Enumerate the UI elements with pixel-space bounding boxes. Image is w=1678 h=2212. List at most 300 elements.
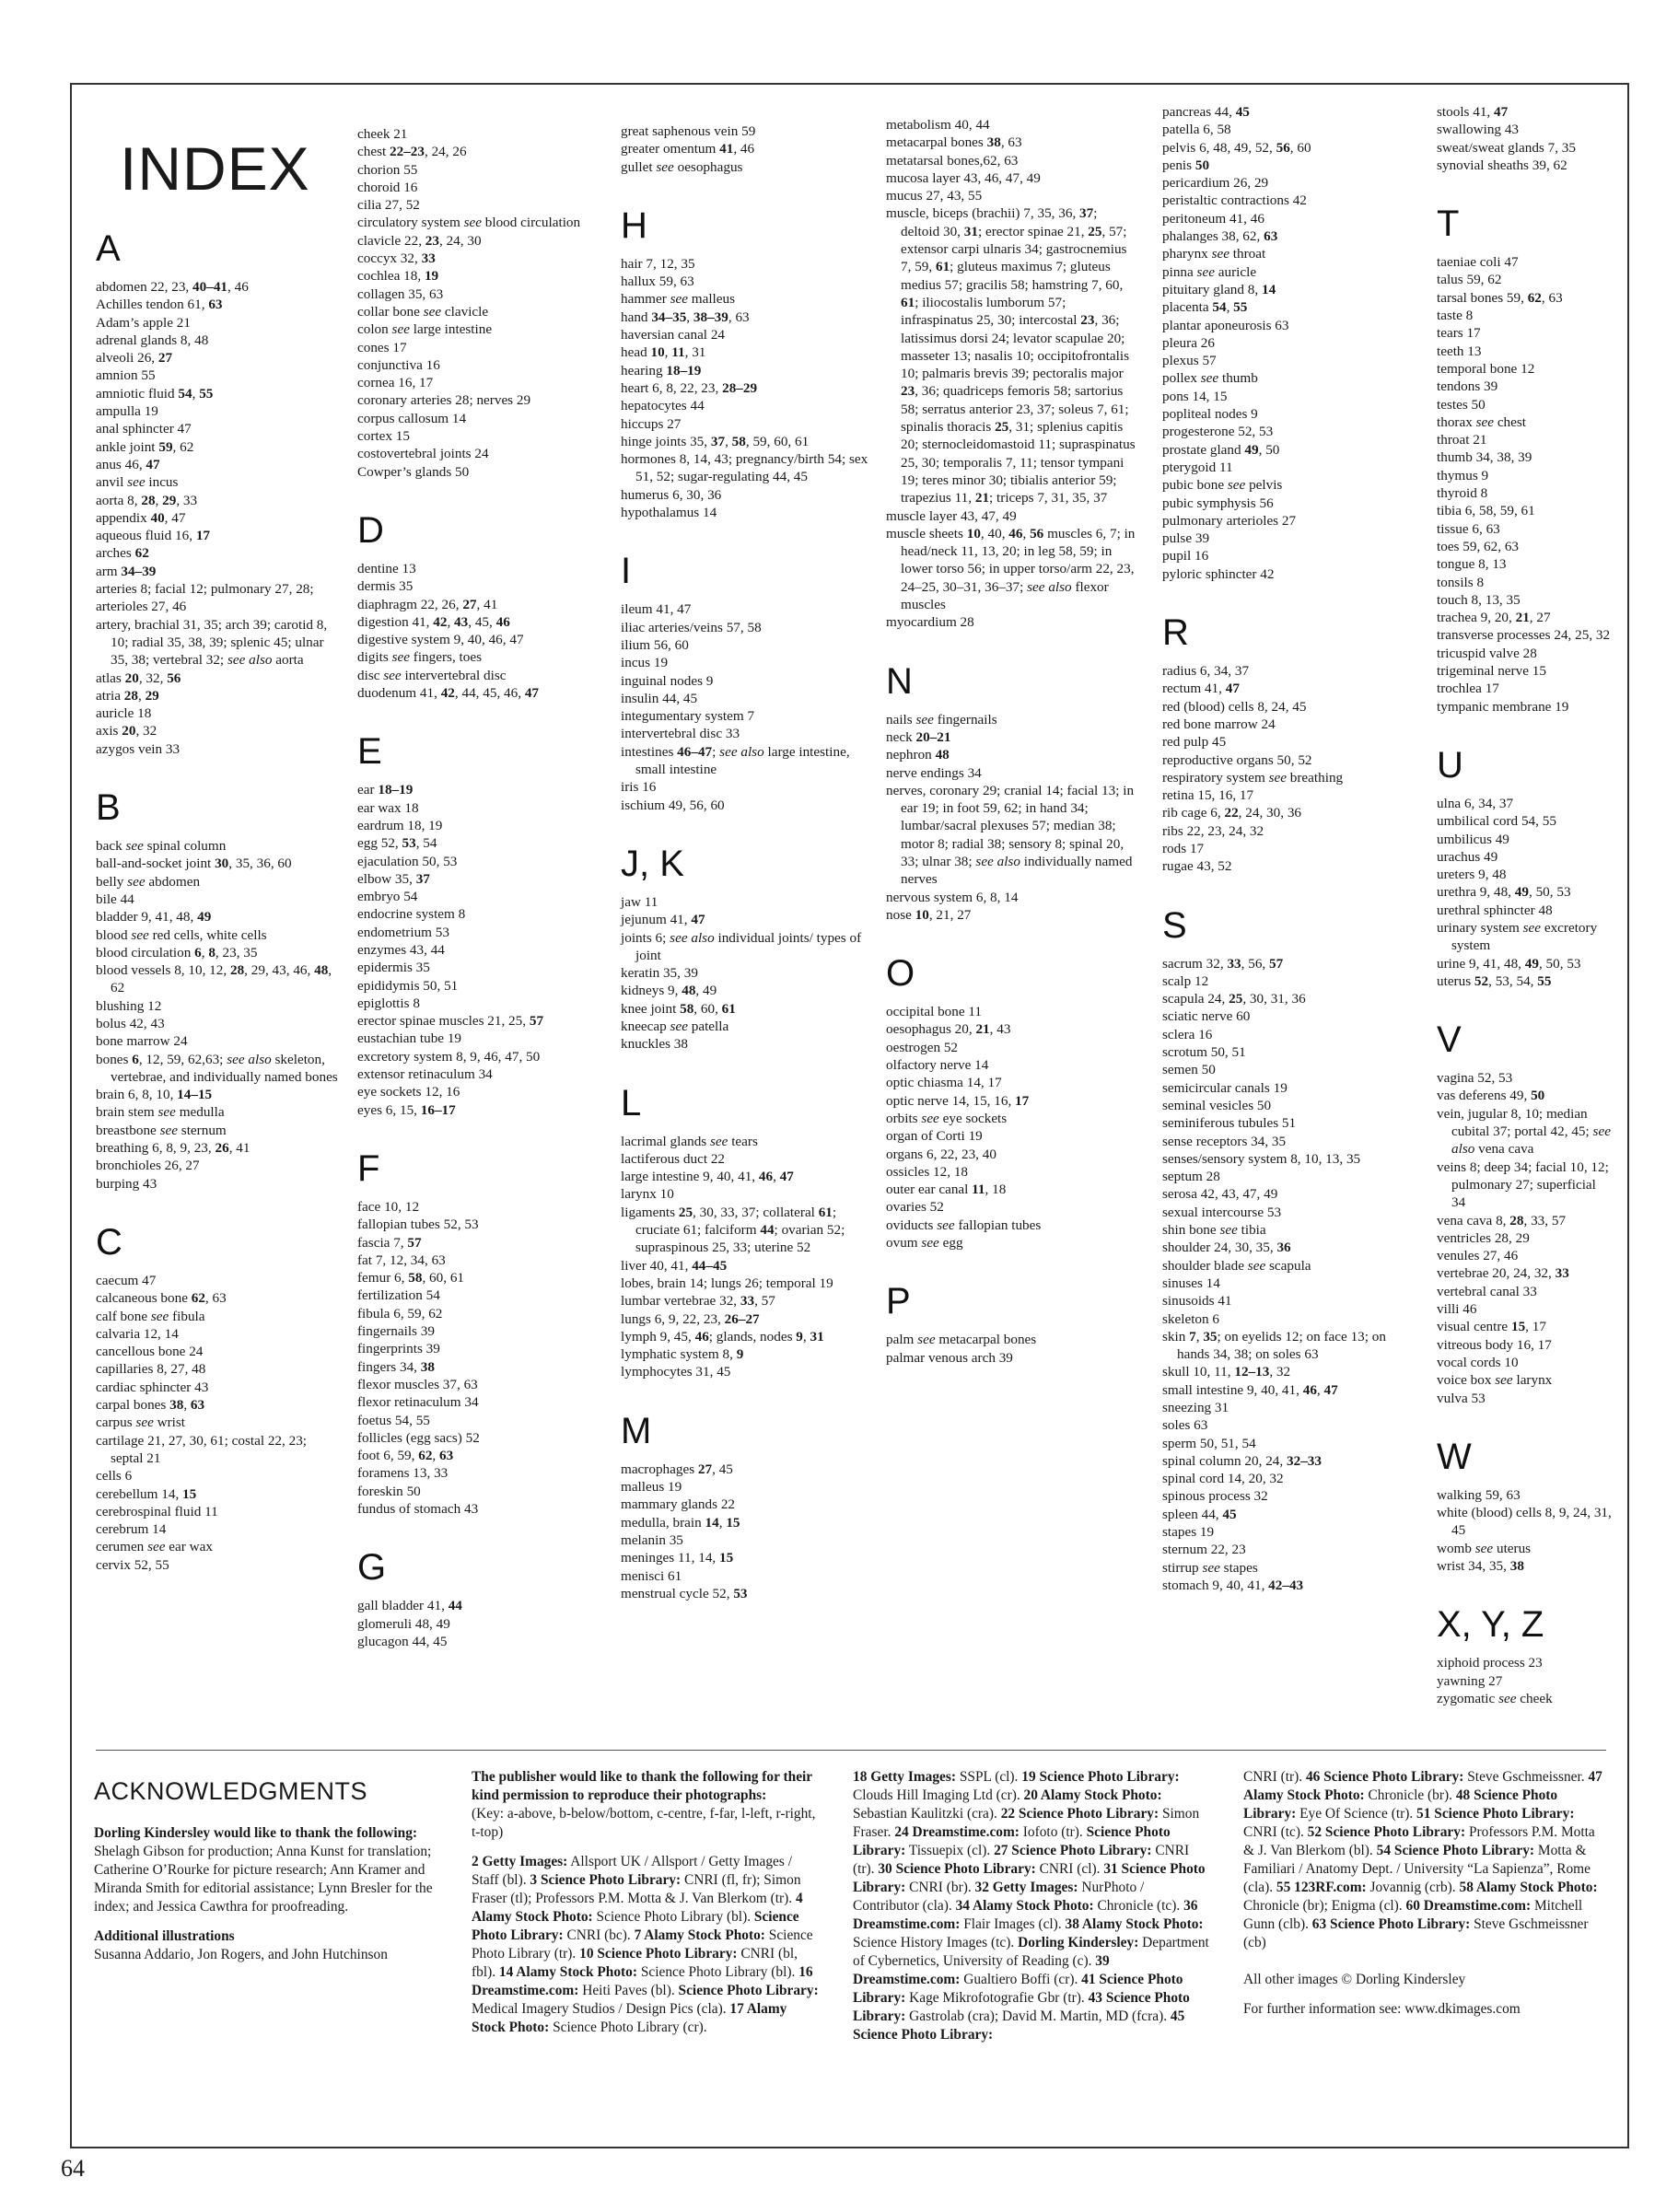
index-entry: semen 50: [1162, 1062, 1216, 1078]
index-entry: foreskin 50: [357, 1483, 421, 1499]
index-letter-heading: V: [1437, 1019, 1462, 1061]
index-entry: keratin 35, 39: [621, 965, 698, 982]
index-entry: pollex see thumb: [1162, 370, 1258, 387]
index-entry: prostate gland 49, 50: [1162, 441, 1280, 458]
index-entry: collagen 35, 63: [357, 285, 444, 302]
index-entry: pituitary gland 8, 14: [1162, 281, 1276, 297]
index-entry: embryo 54: [357, 889, 418, 905]
index-entry: macrophages 27, 45: [621, 1461, 733, 1477]
index-entry: caecum 47: [96, 1272, 157, 1288]
index-entry: fingernails 39: [357, 1323, 435, 1340]
index-entry: knuckles 38: [621, 1036, 688, 1053]
index-entry: ligaments 25, 30, 33, 37; collateral 61; cruciate 61; falciform 44; ovarian 52; supraspinous 25, 33; uterine 52: [621, 1204, 845, 1256]
index-entry: insulin 44, 45: [621, 690, 698, 706]
index-entry: swallowing 43: [1437, 122, 1520, 138]
index-entry: dermis 35: [357, 578, 414, 595]
index-entry: neck 20–21: [886, 728, 951, 745]
index-letter-heading: H: [621, 204, 647, 246]
index-entry: hepatocytes 44: [621, 398, 705, 414]
index-entry: fertilization 54: [357, 1287, 440, 1304]
index-entry: coronary arteries 28; nerves 29: [357, 392, 531, 409]
index-entry: ossicles 12, 18: [886, 1163, 969, 1180]
index-entry: sciatic nerve 60: [1162, 1008, 1251, 1025]
index-entry: hypothalamus 14: [621, 505, 717, 521]
index-entry: tibia 6, 58, 59, 61: [1437, 503, 1535, 519]
dk-thanks-text: Shelagh Gibson for production; Anna Kunst for translation; Catherine O’Rourke for picture research; Ann Kramer and Miranda Smith for editorial assistance; Lynn Bresler for the index; and Jessica Cawthra for proofreading.: [94, 1844, 433, 1915]
index-entry: adrenal glands 8, 48: [96, 332, 209, 348]
index-entry: umbilical cord 54, 55: [1437, 813, 1556, 830]
index-entry: outer ear canal 11, 18: [886, 1182, 1007, 1198]
index-entry: calvaria 12, 14: [96, 1325, 179, 1342]
index-entry: bolus 42, 43: [96, 1015, 165, 1031]
index-entry: Adam’s apple 21: [96, 314, 191, 331]
index-entry: chorion 55: [357, 161, 418, 178]
index-entry: soles 63: [1162, 1417, 1208, 1434]
index-entry: temporal bone 12: [1437, 360, 1535, 377]
index-entry: muscle sheets 10, 40, 46, 56 muscles 6, 7; in head/neck 11, 13, 20; in leg 58, 59; in lower torso 56; in upper torso/arm 22, 23, 24–25, 30–31, 36–37; see also flexor muscles: [886, 525, 1136, 613]
index-entry: dentine 13: [357, 560, 416, 576]
index-entry: pupil 16: [1162, 548, 1209, 565]
index-entry: seminiferous tubules 51: [1162, 1115, 1297, 1132]
index-letter-heading: E: [357, 731, 382, 773]
index-entry: heart 6, 8, 22, 23, 28–29: [621, 379, 758, 396]
index-entry: vitreous body 16, 17: [1437, 1336, 1552, 1353]
index-entry: pinna see auricle: [1162, 263, 1257, 280]
index-entry: venules 27, 46: [1437, 1248, 1519, 1264]
index-entry: ventricles 28, 29: [1437, 1229, 1530, 1246]
index-entry: progesterone 52, 53: [1162, 424, 1274, 440]
index-column-1: [96, 101, 343, 1574]
index-entry: respiratory system see breathing: [1162, 769, 1344, 786]
index-entry: egg 52, 53, 54: [357, 835, 437, 852]
index-entry: ileum 41, 47: [621, 601, 692, 618]
index-entry: foramens 13, 33: [357, 1465, 449, 1482]
index-entry: urinary system see excretory system: [1437, 919, 1598, 954]
dk-thanks-heading: Dorling Kindersley would like to thank the following:: [94, 1825, 418, 1842]
index-letter-heading: A: [96, 228, 121, 269]
index-entry: ball-and-socket joint 30, 35, 36, 60: [96, 856, 292, 872]
index-entry: tympanic membrane 19: [1437, 698, 1569, 715]
index-entry: arteries 8; facial 12; pulmonary 27, 28;: [96, 581, 314, 598]
index-entry: wrist 34, 35, 38: [1437, 1558, 1524, 1574]
index-entry: pelvis 6, 48, 49, 52, 56, 60: [1162, 139, 1311, 156]
index-entry: teeth 13: [1437, 343, 1482, 359]
index-entry: thorax see chest: [1437, 413, 1527, 430]
index-entry: scalp 12: [1162, 972, 1209, 989]
index-entry: stirrup see stapes: [1162, 1559, 1258, 1576]
index-entry: fat 7, 12, 34, 63: [357, 1252, 446, 1268]
index-entry: oesophagus 20, 21, 43: [886, 1021, 1011, 1038]
index-letter-heading: W: [1437, 1436, 1472, 1477]
index-entry: epididymis 50, 51: [357, 977, 459, 994]
index-entry: hand 34–35, 38–39, 63: [621, 309, 750, 325]
index-entry: mucus 27, 43, 55: [886, 188, 983, 204]
index-entry: fascia 7, 57: [357, 1234, 422, 1251]
index-entry: rectum 41, 47: [1162, 681, 1240, 697]
index-letter-heading: O: [886, 953, 915, 995]
index-letter-heading: R: [1162, 612, 1189, 654]
index-letter-heading: G: [357, 1547, 387, 1589]
index-entry: belly see abdomen: [96, 873, 201, 890]
index-entry: plantar aponeurosis 63: [1162, 317, 1289, 333]
index-entry: anal sphincter 47: [96, 421, 192, 437]
index-entry: intervertebral disc 33: [621, 726, 740, 742]
index-entry: clavicle 22, 23, 24, 30: [357, 232, 482, 249]
index-entry: popliteal nodes 9: [1162, 406, 1258, 423]
index-entry: face 10, 12: [357, 1198, 420, 1215]
index-entry: fingerprints 39: [357, 1341, 440, 1357]
index-entry: yawning 27: [1437, 1672, 1503, 1689]
index-entry: vertebrae 20, 24, 32, 33: [1437, 1265, 1569, 1282]
index-entry: foetus 54, 55: [357, 1412, 430, 1428]
index-entry: serosa 42, 43, 47, 49: [1162, 1186, 1278, 1203]
index-entry: white (blood) cells 8, 9, 24, 31, 45: [1437, 1505, 1612, 1539]
index-entry: vena cava 8, 28, 33, 57: [1437, 1212, 1567, 1228]
index-entry: azygos vein 33: [96, 740, 181, 757]
page-title: INDEX: [120, 134, 310, 203]
index-letter-heading: C: [96, 1221, 122, 1263]
index-entry: pons 14, 15: [1162, 388, 1228, 404]
index-entry: ankle joint 59, 62: [96, 438, 194, 455]
index-entry: Cowper’s glands 50: [357, 463, 470, 480]
acknowledgments-col-3: [853, 1768, 1212, 2055]
index-entry: calf bone see fibula: [96, 1308, 205, 1324]
index-entry: kneecap see patella: [621, 1018, 729, 1034]
index-entry: veins 8; deep 34; facial 10, 12; pulmonary 27; superficial 34: [1437, 1158, 1609, 1211]
index-entry: flexor retinaculum 34: [357, 1394, 479, 1411]
index-entry: conjunctiva 16: [357, 356, 440, 373]
index-entry: urethral sphincter 48: [1437, 902, 1553, 918]
index-entry: blood circulation 6, 8, 23, 35: [96, 944, 258, 960]
index-letter-heading: F: [357, 1147, 380, 1189]
index-letter-heading: L: [621, 1082, 642, 1123]
index-entry: retina 15, 16, 17: [1162, 787, 1254, 804]
index-entry: collar bone see clavicle: [357, 303, 489, 320]
index-entry: hiccups 27: [621, 415, 682, 432]
index-letter-heading: D: [357, 509, 384, 551]
index-entry: digestive system 9, 40, 46, 47: [357, 632, 524, 648]
index-entry: enzymes 43, 44: [357, 941, 445, 958]
index-entry: synovial sheaths 39, 62: [1437, 157, 1567, 173]
index-entry: shoulder 24, 30, 35, 36: [1162, 1240, 1291, 1256]
index-entry: shin bone see tibia: [1162, 1222, 1266, 1239]
index-entry: metabolism 40, 44: [886, 117, 990, 133]
index-entry: nervous system 6, 8, 14: [886, 889, 1019, 905]
index-entry: pleura 26: [1162, 334, 1215, 351]
index-entry: trigeminal nerve 15: [1437, 663, 1546, 680]
index-entry: spinous process 32: [1162, 1488, 1268, 1505]
index-entry: stapes 19: [1162, 1524, 1215, 1541]
index-entry: zygomatic see cheek: [1437, 1690, 1553, 1706]
index-entry: tricuspid valve 28: [1437, 645, 1537, 661]
index-entry: cartilage 21, 27, 30, 61; costal 22, 23; septal 21: [96, 1432, 308, 1466]
index-entry: muscle, biceps (brachii) 7, 35, 36, 37; deltoid 30, 31; erector spinae 21, 25, 57; extensor carpi ulnaris 34; gastrocnemius 7, 59, 61; gluteus maximus 7; gluteus medius 57; gracilis 58; hamstring 7, 60, 61; iliocostalis lumborum 57; infraspinatus 25, 30; intercostal 23, 36; latissimus dorsi 24; levator scapulae 20; masseter 13; nasalis 10; occipitofrontalis 10; palmaris brevis 39; pectoralis major 23, 36; quadriceps femoris 58; sartorius 58; serratus anterior 23, 37; soleus 7, 61; spinalis thoracis 25, 31; splenius capitis 20; sternocleidomastoid 11; supraspinatus 25, 30; temporalis 7, 11; tensor tympani 19; teres minor 30; tibialis anterior 59; trapezius 11, 21; triceps 7, 31, 35, 37: [886, 205, 1136, 506]
index-entry: iris 16: [621, 779, 657, 796]
index-entry: ear 18–19: [357, 782, 414, 798]
index-entry: pterygoid 11: [1162, 459, 1233, 475]
index-entry: metacarpal bones 38, 63: [886, 134, 1022, 151]
index-entry: semicircular canals 19: [1162, 1079, 1288, 1096]
index-entry: spleen 44, 45: [1162, 1506, 1237, 1522]
index-entry: cerumen see ear wax: [96, 1539, 213, 1555]
index-entry: glomeruli 48, 49: [357, 1615, 450, 1632]
index-entry: burping 43: [96, 1175, 157, 1192]
index-entry: meninges 11, 14, 15: [621, 1550, 734, 1566]
index-entry: cervix 52, 55: [96, 1556, 169, 1573]
index-entry: coccyx 32, 33: [357, 250, 436, 267]
index-entry: vas deferens 49, 50: [1437, 1088, 1545, 1104]
index-entry: voice box see larynx: [1437, 1372, 1553, 1389]
index-entry: penis 50: [1162, 157, 1210, 173]
index-entry: choroid 16: [357, 179, 418, 195]
index-letter-heading: U: [1437, 744, 1463, 786]
index-entry: radius 6, 34, 37: [1162, 663, 1250, 680]
index-entry: eye sockets 12, 16: [357, 1084, 460, 1100]
index-entry: ischium 49, 56, 60: [621, 797, 725, 813]
index-entry: reproductive organs 50, 52: [1162, 751, 1312, 768]
index-entry: xiphoid process 23: [1437, 1655, 1543, 1671]
index-entry: brain stem see medulla: [96, 1104, 225, 1121]
index-entry: larynx 10: [621, 1186, 674, 1203]
index-entry: tissue 6, 63: [1437, 520, 1500, 537]
index-column-4: [886, 116, 1136, 1367]
index-entry: ribs 22, 23, 24, 32: [1162, 822, 1264, 839]
acknowledgments-heading: ACKNOWLEDGMENTS: [94, 1777, 368, 1805]
index-entry: talus 59, 62: [1437, 272, 1502, 288]
index-entry: oestrogen 52: [886, 1039, 959, 1055]
index-entry: fundus of stomach 43: [357, 1501, 479, 1517]
index-entry: pyloric sphincter 42: [1162, 565, 1275, 582]
index-entry: jaw 11: [621, 893, 658, 910]
index-entry: taste 8: [1437, 308, 1474, 324]
index-entry: cortex 15: [357, 428, 410, 445]
index-entry: nose 10, 21, 27: [886, 906, 972, 923]
index-entry: amniotic fluid 54, 55: [96, 385, 214, 402]
index-entry: shoulder blade see scapula: [1162, 1257, 1311, 1274]
index-entry: tarsal bones 59, 62, 63: [1437, 289, 1563, 306]
index-entry: cerebrospinal fluid 11: [96, 1503, 218, 1519]
index-entry: menisci 61: [621, 1567, 682, 1584]
publisher-thanks-heading: The publisher would like to thank the following for their kind permission to reproduce their photographs:: [472, 1769, 812, 1804]
index-entry: spinal column 20, 24, 32–33: [1162, 1452, 1322, 1469]
index-entry: tears 17: [1437, 325, 1481, 342]
index-entry: flexor muscles 37, 63: [357, 1376, 478, 1392]
index-entry: hormones 8, 14, 43; pregnancy/birth 54; sex 51, 52; sugar-regulating 44, 45: [621, 451, 868, 485]
index-entry: abdomen 22, 23, 40–41, 46: [96, 279, 249, 295]
index-entry: nerve endings 34: [886, 764, 982, 781]
index-entry: head 10, 11, 31: [621, 344, 706, 361]
index-entry: skin 7, 35; on eyelids 12; on face 13; on hands 34, 38; on soles 63: [1162, 1328, 1386, 1363]
index-entry: oviducts see fallopian tubes: [886, 1217, 1042, 1233]
index-entry: ear wax 18: [357, 799, 419, 816]
index-entry: sinuses 14: [1162, 1275, 1220, 1291]
index-entry: organ of Corti 19: [886, 1128, 983, 1145]
index-entry: circulatory system see blood circulation: [357, 215, 581, 231]
index-letter-heading: M: [621, 1410, 652, 1451]
acknowledgments-col-1: [94, 1768, 435, 1975]
index-entry: walking 59, 63: [1437, 1486, 1521, 1503]
index-entry: diaphragm 22, 26, 27, 41: [357, 596, 498, 612]
index-entry: rib cage 6, 22, 24, 30, 36: [1162, 805, 1301, 821]
index-entry: digits see fingers, toes: [357, 649, 482, 666]
index-entry: organs 6, 22, 23, 40: [886, 1146, 996, 1162]
index-entry: toes 59, 62, 63: [1437, 538, 1520, 554]
page-number: 64: [61, 2155, 85, 2182]
index-entry: rods 17: [1162, 840, 1205, 856]
index-entry: endocrine system 8: [357, 906, 466, 923]
index-entry: lactiferous duct 22: [621, 1150, 726, 1167]
index-entry: anus 46, 47: [96, 456, 160, 472]
index-entry: glucagon 44, 45: [357, 1633, 448, 1649]
index-entry: sclera 16: [1162, 1026, 1213, 1042]
index-entry: sense receptors 34, 35: [1162, 1133, 1287, 1149]
index-entry: stools 41, 47: [1437, 104, 1509, 120]
index-entry: alveoli 26, 27: [96, 350, 173, 367]
index-entry: atlas 20, 32, 56: [96, 669, 181, 686]
index-entry: carpal bones 38, 63: [96, 1397, 205, 1414]
index-entry: visual centre 15, 17: [1437, 1319, 1546, 1335]
index-entry: pubic symphysis 56: [1162, 495, 1274, 511]
index-entry: throat 21: [1437, 432, 1487, 448]
index-entry: nerves, coronary 29; cranial 14; facial 13; in ear 19; in foot 59, 62; in hand 34; lumbar/sacral plexuses 57; median 38; motor 8; radial 38; sensory 8; spinal 20, 33; ulnar 38; see also individually named nerves: [886, 782, 1135, 888]
index-entry: mammary glands 22: [621, 1496, 736, 1513]
index-entry: lobes, brain 14; lungs 26; temporal 19: [621, 1275, 833, 1291]
index-entry: amnion 55: [96, 367, 156, 384]
index-entry: placenta 54, 55: [1162, 299, 1248, 316]
index-entry: blushing 12: [96, 997, 162, 1014]
index-entry: greater omentum 41, 46: [621, 141, 755, 157]
index-entry: phalanges 38, 62, 63: [1162, 228, 1278, 245]
index-entry: digestion 41, 42, 43, 45, 46: [357, 613, 510, 630]
index-entry: cancellous bone 24: [96, 1344, 204, 1360]
index-entry: scrotum 50, 51: [1162, 1044, 1246, 1061]
index-entry: optic nerve 14, 15, 16, 17: [886, 1092, 1030, 1109]
index-entry: capillaries 8, 27, 48: [96, 1361, 206, 1378]
index-entry: cerebrum 14: [96, 1521, 167, 1538]
all-other-images: All other images © Dorling Kindersley: [1243, 1972, 1466, 1988]
index-column-3: [621, 122, 871, 1602]
index-entry: vocal cords 10: [1437, 1354, 1519, 1370]
index-entry: myocardium 28: [886, 614, 974, 631]
index-entry: pubic bone see pelvis: [1162, 477, 1283, 494]
index-entry: pharynx see throat: [1162, 246, 1266, 262]
index-entry: small intestine 9, 40, 41, 46, 47: [1162, 1381, 1338, 1398]
index-entry: arches 62: [96, 545, 149, 562]
index-entry: hallux 59, 63: [621, 274, 694, 290]
picture-credits-3: CNRI (tr). 46 Science Photo Library: Steve Gschmeissner. 47 Alamy Stock Photo: Chronicle (br). 48 Science Photo Library: Eye Of Science (tr). 51 Science Photo Library: CNRI (tc). 52 Science Photo Library: Professors P.M. Motta & J. Van Blerkom (bl). 54 Science Photo Library: Motta & Familiari / Anatomy Dept. / University “La Sapienza”, Rome (cla). 55 123RF.com: Jovannig (crb). 58 Alamy Stock Photo: Chronicle (br); Enigma (cl). 60 Dreamstime.com: Mitchell Gunn (clb). 63 Science Photo Library: Steve Gschmeissner (cb): [1243, 1769, 1602, 1951]
index-entry: testes 50: [1437, 396, 1486, 413]
index-entry: umbilicus 49: [1437, 831, 1509, 847]
index-entry: transverse processes 24, 25, 32: [1437, 627, 1611, 644]
index-entry: lymphatic system 8, 9: [621, 1346, 744, 1363]
index-entry: cells 6: [96, 1468, 133, 1484]
index-entry: medulla, brain 14, 15: [621, 1514, 740, 1531]
index-entry: chest 22–23, 24, 26: [357, 144, 467, 160]
index-entry: breathing 6, 8, 9, 23, 26, 41: [96, 1140, 251, 1157]
index-entry: elbow 35, 37: [357, 870, 430, 887]
index-letter-heading: I: [621, 551, 632, 592]
picture-credits-1: 2 Getty Images: Allsport UK / Allsport / Getty Images / Staff (bl). 3 Science Photo Library: CNRI (fl, fr); Simon Fraser (tl); Professors P.M. Motta & J. Van Blerkom (tr). 4 Alamy Stock Photo: Science Photo Library (bl). Science Photo Library: CNRI (bc). 7 Alamy Stock Photo: Science Photo Library (tr). 10 Science Photo Library: CNRI (bl, fbl). 14 Alamy Stock Photo: Science Photo Library (bl). 16 Dreamstime.com: Heiti Paves (bl). Science Photo Library: Medical Imagery Studios / Design Pics (cla). 17 Alamy Stock Photo: Science Photo Library (cr).: [472, 1854, 819, 2036]
index-entry: iliac arteries/veins 57, 58: [621, 619, 762, 635]
additional-illustrations-text: Susanna Addario, Jon Rogers, and John Hutchinson: [94, 1947, 388, 1963]
index-entry: aqueous fluid 16, 17: [96, 528, 211, 544]
index-entry: disc see intervertebral disc: [357, 667, 507, 683]
index-entry: eustachian tube 19: [357, 1030, 462, 1047]
index-entry: lymph 9, 45, 46; glands, nodes 9, 31: [621, 1328, 824, 1345]
index-entry: melanin 35: [621, 1531, 683, 1548]
index-entry: aorta 8, 28, 29, 33: [96, 492, 198, 508]
index-column-2: [357, 125, 604, 1650]
index-entry: ovum see egg: [886, 1235, 963, 1252]
index-entry: corpus callosum 14: [357, 410, 467, 426]
index-entry: red (blood) cells 8, 24, 45: [1162, 698, 1307, 715]
index-letter-heading: T: [1437, 204, 1460, 245]
index-entry: erector spinae muscles 21, 25, 57: [357, 1013, 544, 1030]
index-entry: ejaculation 50, 53: [357, 853, 458, 869]
index-entry: plexus 57: [1162, 353, 1217, 369]
index-entry: red pulp 45: [1162, 734, 1227, 751]
index-entry: skull 10, 11, 12–13, 32: [1162, 1364, 1291, 1380]
index-entry: ovaries 52: [886, 1199, 944, 1216]
index-entry: cardiac sphincter 43: [96, 1379, 209, 1395]
index-entry: cones 17: [357, 339, 407, 355]
index-entry: touch 8, 13, 35: [1437, 591, 1521, 608]
additional-illustrations-heading: Additional illustrations: [94, 1928, 235, 1945]
acknowledgments-col-2: [472, 1768, 822, 2048]
index-entry: palm see metacarpal bones: [886, 1332, 1037, 1348]
index-entry: brain 6, 8, 10, 14–15: [96, 1087, 213, 1103]
index-entry: vertebral canal 33: [1437, 1283, 1537, 1299]
index-entry: cochlea 18, 19: [357, 268, 439, 285]
index-entry: womb see uterus: [1437, 1540, 1532, 1556]
index-entry: urethra 9, 48, 49, 50, 53: [1437, 884, 1571, 901]
index-entry: joints 6; see also individual joints/ types of joint: [621, 929, 862, 963]
index-entry: kidneys 9, 48, 49: [621, 983, 717, 999]
index-entry: cornea 16, 17: [357, 375, 434, 391]
index-entry: muscle layer 43, 47, 49: [886, 507, 1017, 524]
index-entry: pancreas 44, 45: [1162, 104, 1250, 120]
index-letter-heading: B: [96, 787, 121, 829]
picture-credits-2: 18 Getty Images: SSPL (cl). 19 Science Photo Library: Clouds Hill Imaging Ltd (cr). 20 Alamy Stock Photo: Sebastian Kaulitzki (cra). 22 Science Photo Library: Simon Fraser. 24 Dreamstime.com: Iofoto (tr). Science Photo Library: Tissuepix (cl). 27 Science Photo Library: CNRI (tr). 30 Science Photo Library: CNRI (cl). 31 Science Photo Library: CNRI (br). 32 Getty Images: NurPhoto / Contributor (cla). 34 Alamy Stock Photo: Chronicle (tc). 36 Dreamstime.com: Flair Images (cl). 38 Alamy Stock Photo: Science History Images (tc). Dorling Kindersley: Department of Cybernetics, University of Reading (c). 39 Dreamstime.com: Gualtiero Boffi (cr). 41 Science Photo Library: Kage Mikrofotografie Gbr (tr). 43 Science Photo Library: Gastrolab (cra); David M. Martin, MD (fcra). 45 Science Photo Library:: [853, 1769, 1209, 2043]
index-entry: ampulla 19: [96, 403, 158, 420]
index-entry: blood vessels 8, 10, 12, 28, 29, 43, 46, 48, 62: [96, 962, 332, 996]
index-entry: appendix 40, 47: [96, 509, 186, 526]
index-entry: trochlea 17: [1437, 681, 1499, 697]
index-entry: ulna 6, 34, 37: [1437, 795, 1514, 811]
index-entry: lymphocytes 31, 45: [621, 1364, 731, 1380]
index-entry: vagina 52, 53: [1437, 1070, 1513, 1087]
index-entry: foot 6, 59, 62, 63: [357, 1448, 454, 1464]
index-entry: sperm 50, 51, 54: [1162, 1435, 1256, 1451]
picture-key: (Key: a-above, b-below/bottom, c-centre, f-far, l-left, r-right, t-top): [472, 1806, 816, 1841]
index-letter-heading: X, Y, Z: [1437, 1604, 1544, 1646]
index-entry: cerebellum 14, 15: [96, 1485, 197, 1502]
index-entry: bile 44: [96, 891, 134, 907]
index-entry: femur 6, 58, 60, 61: [357, 1270, 464, 1286]
index-entry: occipital bone 11: [886, 1004, 983, 1020]
index-entry: sinusoids 41: [1162, 1293, 1232, 1310]
index-entry: sexual intercourse 53: [1162, 1204, 1282, 1220]
index-entry: uterus 52, 53, 54, 55: [1437, 972, 1552, 989]
index-entry: thyroid 8: [1437, 485, 1488, 502]
index-entry: fibula 6, 59, 62: [357, 1305, 443, 1321]
index-letter-heading: J, K: [621, 843, 684, 884]
index-entry: gullet see oesophagus: [621, 158, 743, 175]
index-entry: eyes 6, 15, 16–17: [357, 1101, 456, 1118]
index-entry: septum 28: [1162, 1169, 1220, 1185]
index-entry: nephron 48: [886, 747, 950, 763]
index-entry: menstrual cycle 52, 53: [621, 1585, 748, 1601]
